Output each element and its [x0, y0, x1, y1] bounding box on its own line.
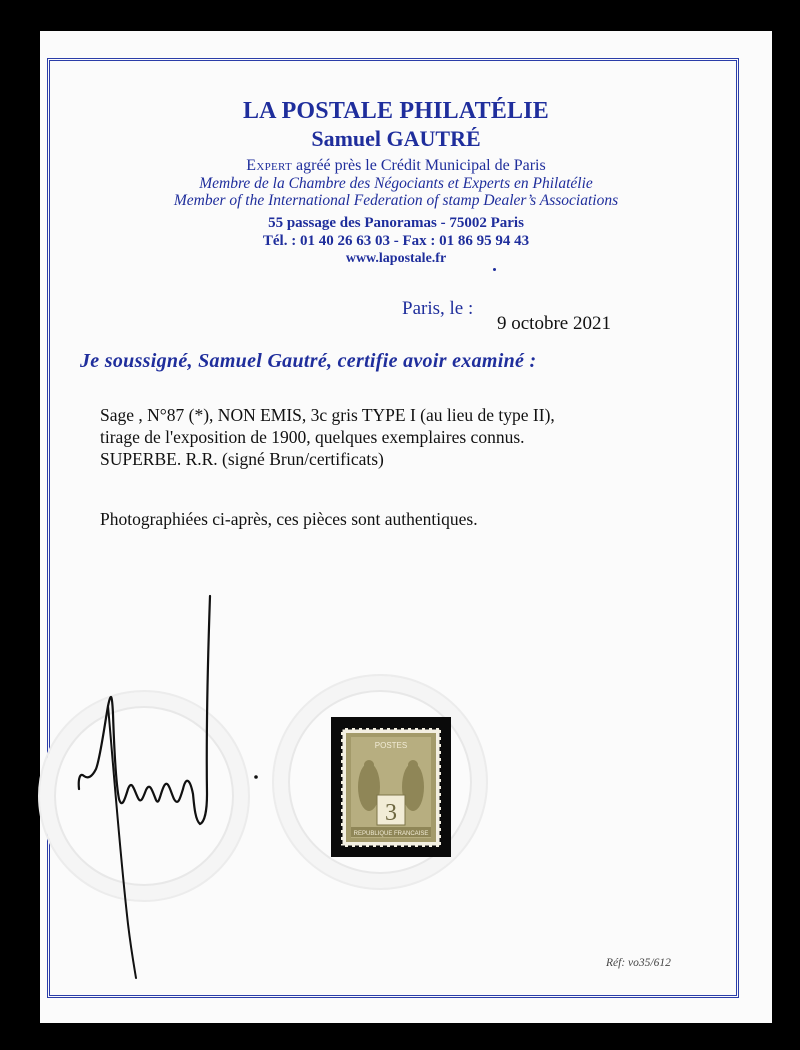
accreditation-prefix: Expert	[246, 157, 293, 174]
place-label: Paris, le :	[402, 298, 474, 319]
accreditation-line	[40, 157, 752, 175]
description-line: Sage , N°87 (*), NON EMIS, 3c gris TYPE I (au lieu de type II),	[100, 405, 555, 425]
address: 55 passage des Panoramas - 75002 Paris	[268, 215, 524, 231]
stamp-image	[331, 717, 451, 857]
phone-fax: Tél. : 01 40 26 63 03 - Fax : 01 86 95 94 43	[262, 233, 530, 249]
ink-dot	[493, 268, 496, 271]
reference-number: Réf: vo35/612	[606, 957, 671, 969]
membership-english: Member of the International Federation of stamp Dealer’s Associations	[173, 192, 619, 209]
description-line: SUPERBE. R.R. (signé Brun/certificats)	[100, 449, 384, 469]
handwritten-signature	[70, 594, 270, 984]
stamp-description	[100, 404, 720, 470]
certificate-date: 9 octobre 2021	[497, 313, 611, 334]
membership-french: Membre de la Chambre des Négociants et Experts en Philatélie	[199, 175, 593, 192]
description-line: tirage de l'exposition de 1900, quelques exemplaires connus.	[100, 427, 525, 447]
stamp-top-text: POSTES	[374, 741, 408, 750]
stamp-value: 3	[385, 800, 397, 826]
certification-statement: Je soussigné, Samuel Gautré, certifie avoir examiné :	[80, 350, 537, 372]
accreditation-text: agréé près le Crédit Municipal de Paris	[292, 157, 546, 174]
company-name: LA POSTALE PHILATÉLIE	[242, 98, 550, 124]
expert-name: Samuel GAUTRÉ	[311, 126, 481, 151]
authenticity-statement: Photographiées ci-après, ces pièces sont authentiques.	[100, 509, 478, 529]
website: www.lapostale.fr	[345, 251, 447, 266]
stamp-bottom-text: REPUBLIQUE FRANCAISE	[353, 831, 429, 837]
